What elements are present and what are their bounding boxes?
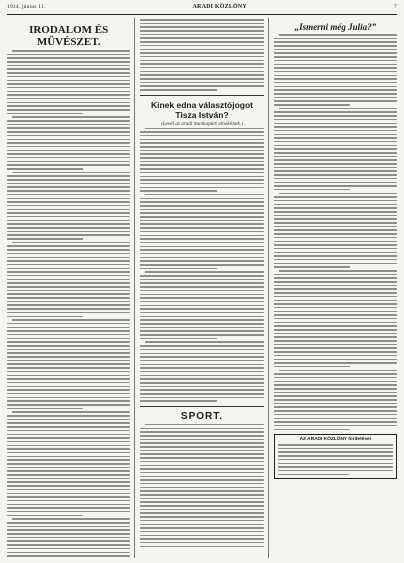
column-1 [7, 18, 135, 558]
issue-date: 1914. június 11. [7, 4, 46, 10]
page-number: 7 [394, 4, 397, 10]
section-title-sport: SPORT. [180, 410, 224, 422]
divider [140, 406, 263, 407]
article-body [7, 49, 130, 558]
advertisement-box [274, 434, 397, 479]
article-body [140, 18, 263, 92]
column-2 [140, 18, 268, 558]
ad-box-lines [278, 443, 393, 476]
masthead [7, 4, 397, 15]
article-title-julia: „Ismerni még Julia?” [294, 22, 377, 32]
column-3 [274, 18, 397, 558]
divider [140, 95, 263, 96]
newspaper-name: ARADI KÖZLÖNY [192, 4, 247, 10]
article-body [140, 127, 263, 403]
article-title-tisza: Kinek edna választójogot Tisza István? [150, 99, 253, 120]
article-body [140, 423, 263, 548]
ad-box-title: AZ ARADI KÖZLÖNY hirdetései [299, 437, 372, 443]
article-body [274, 33, 397, 431]
section-title-irodalom: IRODALOM ÉS MŰVÉSZET. [29, 24, 109, 48]
article-subtitle: (Levél az aradi munkapárt elnökének.) [160, 120, 244, 126]
